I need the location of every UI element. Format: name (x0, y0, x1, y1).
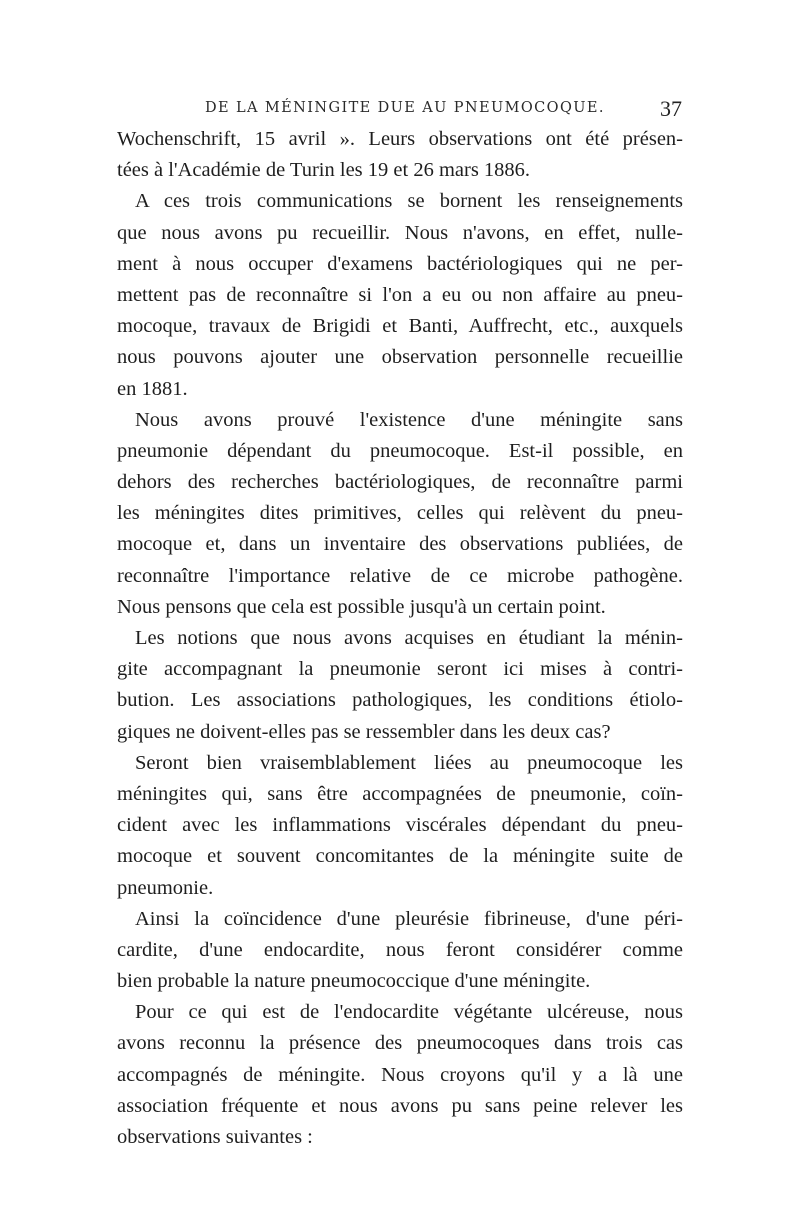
text-line: association fréquente et nous avons pu sans peine relever les (117, 1094, 683, 1117)
text-line: pneumonie dépendant du pneumocoque. Est-il possible, en (117, 439, 683, 462)
text-line: mettent pas de reconnaître si l'on a eu ou non affaire au pneu- (117, 283, 683, 306)
text-line: mocoque et, dans un inventaire des observations publiées, de (117, 533, 683, 556)
text-line: cardite, d'une endocardite, nous feront considérer comme (117, 938, 683, 961)
text-line: bien probable la nature pneumococcique d'une méningite. (117, 970, 591, 993)
text-line: Wochenschrift, 15 avril ». Leurs observations ont été présen- (117, 128, 683, 150)
text-line: mocoque et souvent concomitantes de la méningite suite de (117, 845, 683, 868)
text-line: giques ne doivent-elles pas se ressembler dans les deux cas? (117, 720, 611, 743)
page-number: 37 (660, 96, 682, 121)
text-line: que nous avons pu recueillir. Nous n'avons, en effet, nulle- (117, 221, 683, 244)
running-title: DE LA MÉNINGITE DUE AU PNEUMOCOQUE. (205, 100, 605, 116)
text-line: nous pouvons ajouter une observation personnelle recueillie (117, 346, 683, 369)
text-line: Nous pensons que cela est possible jusqu'à un certain point. (117, 595, 606, 618)
text-line: mocoque, travaux de Brigidi et Banti, Auffrecht, etc., auxquels (117, 315, 683, 338)
text-line: gite accompagnant la pneumonie seront ici mises à contri- (117, 658, 683, 681)
text-line: Seront bien vraisemblablement liées au pneumocoque les (135, 751, 683, 774)
text-line: observations suivantes : (117, 1126, 313, 1148)
text-line: Ainsi la coïncidence d'une pleurésie fibrineuse, d'une péri- (135, 907, 683, 930)
text-line: tées à l'Académie de Turin les 19 et 26 mars 1886. (117, 159, 531, 182)
text-line: accompagnés de méningite. Nous croyons qu'il y a là une (117, 1063, 683, 1086)
text-line: Pour ce qui est de l'endocardite végétante ulcéreuse, nous (135, 1001, 683, 1024)
text-line: dehors des recherches bactériologiques, de reconnaître parmi (117, 471, 683, 494)
text-line: ment à nous occuper d'examens bactériologiques qui ne per- (117, 252, 683, 275)
text-line: Les notions que nous avons acquises en étudiant la ménin- (135, 627, 683, 649)
text-line: en 1881. (117, 377, 188, 400)
text-line: A ces trois communications se bornent les renseignements (135, 190, 683, 213)
text-line: méningites qui, sans être accompagnées de pneumonie, coïn- (117, 782, 683, 805)
text-line: reconnaître l'importance relative de ce microbe pathogène. (117, 564, 683, 587)
running-head (117, 96, 682, 126)
text-line: pneumonie. (117, 876, 214, 899)
text-line: les méningites dites primitives, celles qui relèvent du pneu- (117, 502, 683, 525)
text-line: Nous avons prouvé l'existence d'une méningite sans (135, 408, 683, 431)
body-text (117, 124, 683, 1153)
text-line: bution. Les associations pathologiques, les conditions étiolo- (117, 689, 683, 712)
text-line: avons reconnu la présence des pneumocoques dans trois cas (117, 1032, 683, 1055)
text-line: cident avec les inflammations viscérales dépendant du pneu- (117, 814, 683, 837)
